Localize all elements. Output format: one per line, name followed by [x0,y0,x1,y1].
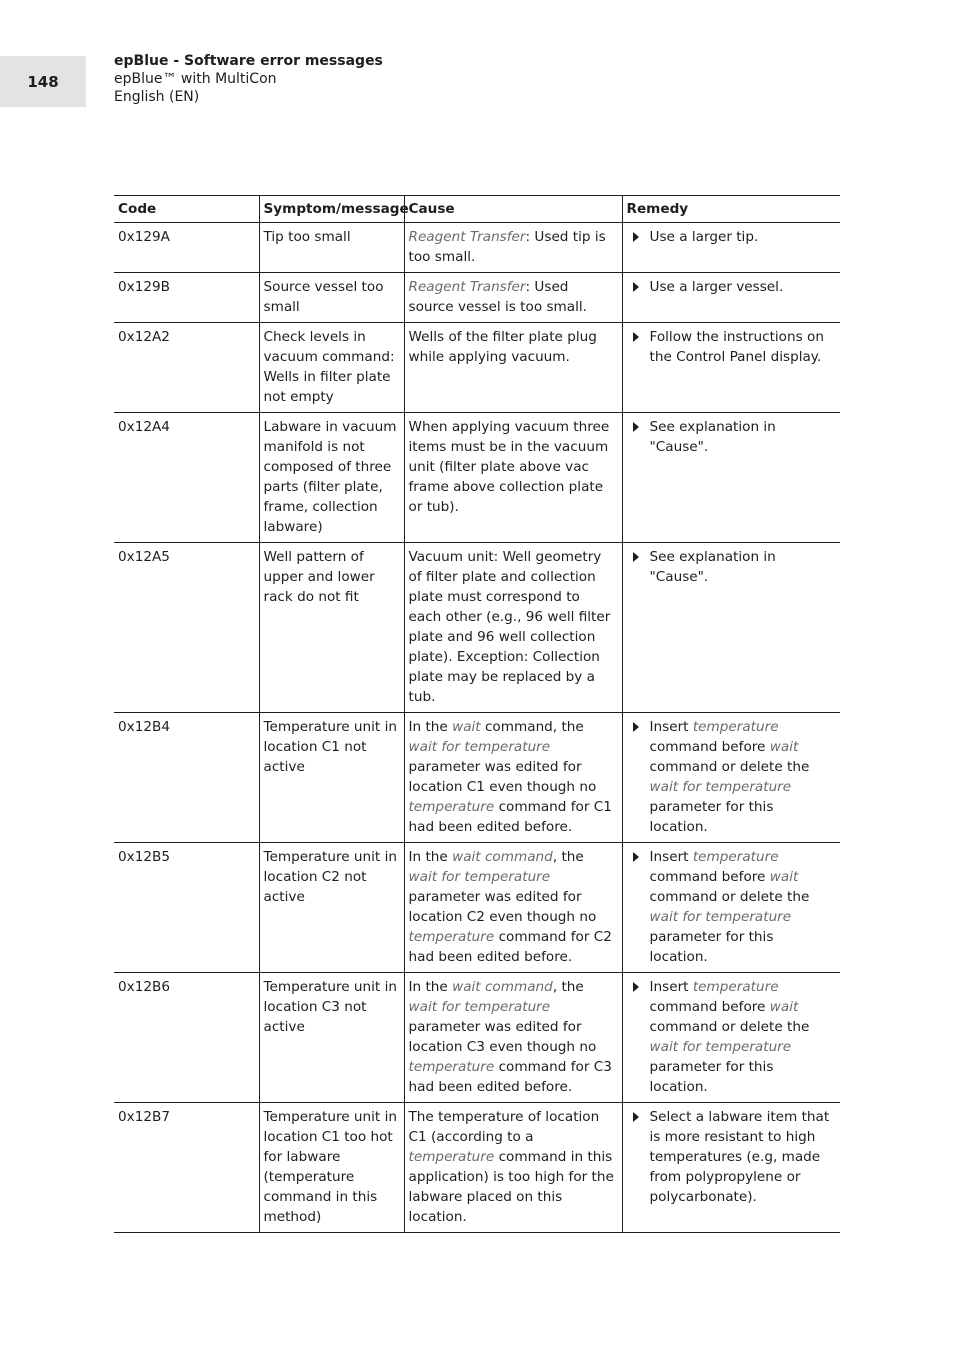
table-row [114,543,840,713]
column-header-code: Code [114,196,259,223]
cause-italic-term: temperature [408,929,495,945]
remedy-text: command before [649,999,770,1015]
cause-italic-term: temperature [408,799,495,815]
cause-text: Vacuum unit: Well geometry of filter plate and collection plate must correspond to each other (e.g., 96 well filter plate and 96 well collection plate). Exception: Collection plate may be replaced by a tub. [408,549,611,705]
remedy-text: See explanation in "Cause". [649,419,776,455]
page-number: 148 [0,56,86,107]
column-header-remedy: Remedy [622,196,840,223]
remedy-text: Follow the instructions on the Control Panel display. [649,329,824,365]
cell-symptom: Tip too small [259,223,404,273]
column-header-cause: Cause [404,196,622,223]
cause-text: In the [408,849,453,865]
cause-italic-term: temperature [408,1149,495,1165]
cell-code: 0x129B [114,273,259,323]
cell-symptom: Temperature unit in location C3 not active [259,973,404,1103]
cause-text: command for C1 had been edited before. [408,799,612,835]
cause-text: parameter was edited for location C2 even though no [408,889,597,925]
header-language: English (EN) [114,89,200,105]
remedy-italic-term: wait for temperature [649,909,792,925]
cell-remedy [622,843,840,973]
cell-code: 0x12A4 [114,413,259,543]
cell-symptom: Labware in vacuum manifold is not composed of three parts (filter plate, frame, collection labware) [259,413,404,543]
cell-code: 0x12B6 [114,973,259,1103]
cause-text: command for C3 had been edited before. [408,1059,612,1095]
remedy-text: See explanation in "Cause". [649,549,776,585]
cell-symptom: Temperature unit in location C1 not active [259,713,404,843]
cause-text: The temperature of location C1 (according to a [408,1109,600,1145]
cell-symptom: Check levels in vacuum command: Wells in filter plate not empty [259,323,404,413]
cause-italic-term: temperature [408,1059,495,1075]
header-title: epBlue - Software error messages [114,53,383,69]
remedy-text: Insert [649,849,693,865]
remedy-text: command or delete the [649,889,810,905]
cause-text: In the [408,719,453,735]
cause-italic-term: Reagent Transfer [408,279,526,295]
cause-italic-term: Reagent Transfer [408,229,526,245]
cell-cause [404,1103,622,1233]
cell-cause [404,223,622,273]
cause-italic-term: wait for temperature [408,999,551,1015]
remedy-text: parameter for this location. [649,929,774,965]
cell-symptom: Well pattern of upper and lower rack do not fit [259,543,404,713]
cell-code: 0x12B4 [114,713,259,843]
cause-text: command in this application) is too high for the labware placed on this location. [408,1149,614,1225]
remedy-text: command or delete the [649,1019,810,1035]
cell-remedy [622,323,840,413]
bullet-arrow-icon [633,552,639,562]
header-subtitle: epBlue™ with MultiCon [114,71,277,87]
remedy-text: parameter for this location. [649,1059,774,1095]
remedy-text: Insert [649,719,693,735]
cell-code: 0x12B7 [114,1103,259,1233]
remedy-text: command before [649,869,770,885]
table-row [114,973,840,1103]
cell-cause [404,713,622,843]
bullet-arrow-icon [633,852,639,862]
cell-cause [404,543,622,713]
remedy-text: parameter for this location. [649,799,774,835]
cell-symptom: Temperature unit in location C1 too hot for labware (temperature command in this method) [259,1103,404,1233]
table-header-row [114,196,840,223]
cause-italic-term: wait command [452,849,553,865]
cause-text: : Used tip is too small. [408,229,606,265]
table-row [114,1103,840,1233]
cell-remedy [622,543,840,713]
bullet-arrow-icon [633,982,639,992]
cause-text: , the [552,979,584,995]
cell-remedy [622,223,840,273]
cell-code: 0x12A2 [114,323,259,413]
remedy-text: Use a larger vessel. [649,279,784,295]
cause-text: Wells of the filter plate plug while applying vacuum. [408,329,597,365]
table-row [114,223,840,273]
cell-symptom: Source vessel too small [259,273,404,323]
error-messages-table [114,195,840,1233]
cause-text: parameter was edited for location C1 even though no [408,759,597,795]
bullet-arrow-icon [633,282,639,292]
cause-text: parameter was edited for location C3 even though no [408,1019,597,1055]
bullet-arrow-icon [633,722,639,732]
cell-remedy [622,413,840,543]
cell-code: 0x12B5 [114,843,259,973]
cell-cause [404,323,622,413]
remedy-italic-term: wait [769,739,799,755]
cause-italic-term: wait [452,719,481,735]
cell-remedy [622,273,840,323]
cell-cause [404,413,622,543]
cause-text: In the [408,979,453,995]
cause-italic-term: wait for temperature [408,869,551,885]
cell-remedy [622,1103,840,1233]
table-row [114,323,840,413]
table-row [114,413,840,543]
remedy-text: command before [649,739,770,755]
table-row [114,273,840,323]
table-row [114,843,840,973]
cause-text: command, the [480,719,584,735]
remedy-italic-term: temperature [692,719,779,735]
cause-text: command for C2 had been edited before. [408,929,612,965]
cause-italic-term: wait for temperature [408,739,551,755]
remedy-italic-term: wait [769,999,799,1015]
remedy-italic-term: temperature [692,849,779,865]
table-row [114,713,840,843]
page-header [114,52,383,106]
cell-code: 0x12A5 [114,543,259,713]
remedy-text: command or delete the [649,759,810,775]
column-header-symptom: Symptom/message [259,196,404,223]
cause-text: When applying vacuum three items must be in the vacuum unit (filter plate above vac frame above collection plate or tub). [408,419,610,515]
cell-remedy [622,973,840,1103]
remedy-italic-term: wait for temperature [649,779,792,795]
bullet-arrow-icon [633,232,639,242]
cell-cause [404,273,622,323]
cause-italic-term: wait command [452,979,553,995]
bullet-arrow-icon [633,332,639,342]
remedy-text: Insert [649,979,693,995]
remedy-italic-term: temperature [692,979,779,995]
cell-symptom: Temperature unit in location C2 not active [259,843,404,973]
cell-code: 0x129A [114,223,259,273]
remedy-italic-term: wait for temperature [649,1039,792,1055]
cause-text: , the [552,849,584,865]
bullet-arrow-icon [633,422,639,432]
cell-cause [404,843,622,973]
remedy-text: Select a labware item that is more resistant to high temperatures (e.g, made from polypropylene or polycarbonate). [649,1109,830,1205]
bullet-arrow-icon [633,1112,639,1122]
remedy-text: Use a larger tip. [649,229,759,245]
table-body [114,223,840,1233]
cell-cause [404,973,622,1103]
cell-remedy [622,713,840,843]
cause-text: : Used source vessel is too small. [408,279,587,315]
remedy-italic-term: wait [769,869,799,885]
